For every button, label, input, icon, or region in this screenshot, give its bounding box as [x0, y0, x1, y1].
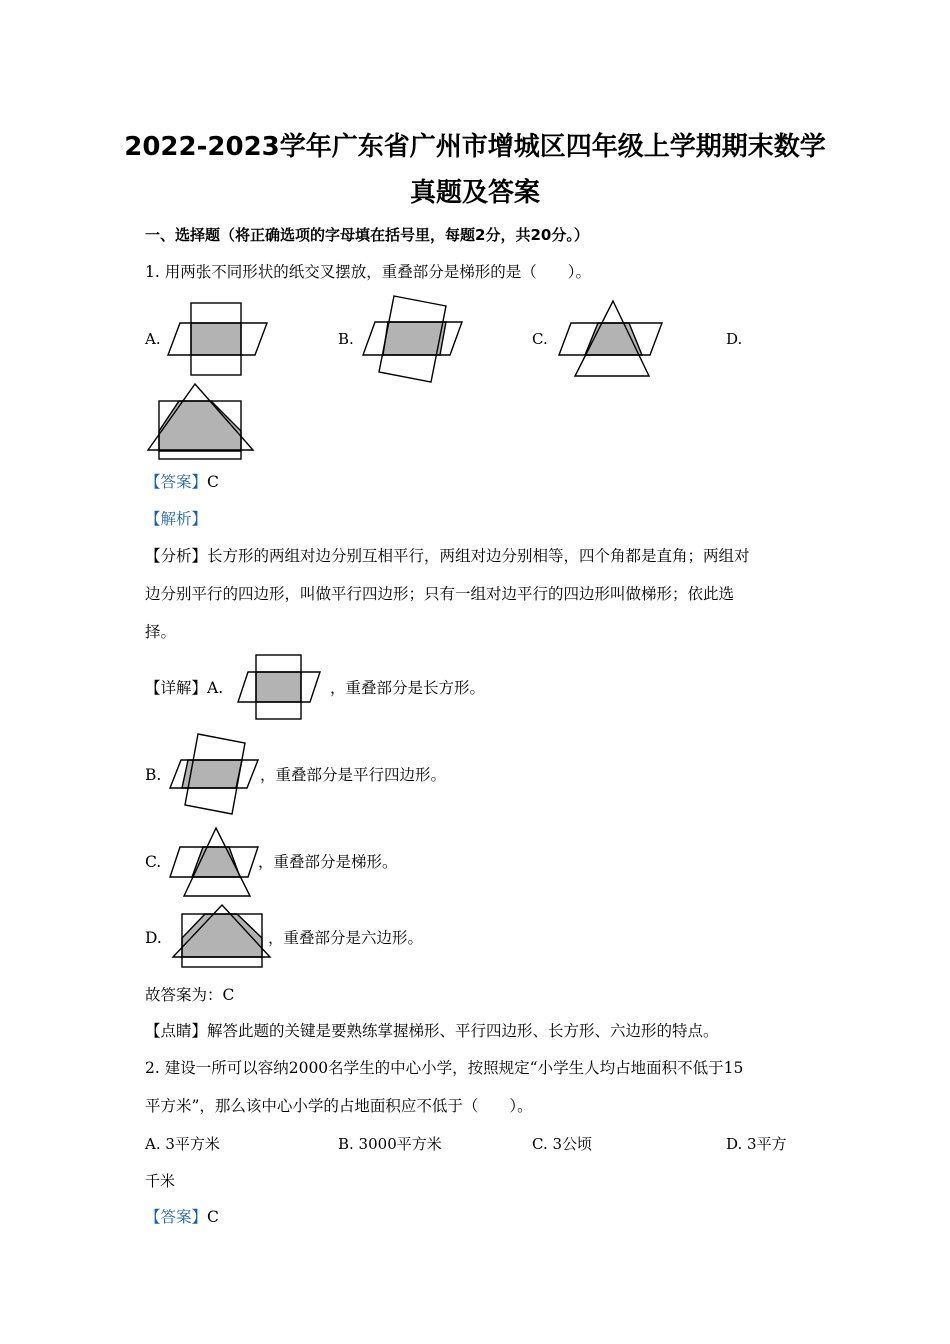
overlap-hexagon	[159, 401, 241, 451]
q1-option-a-label: A.	[145, 330, 161, 348]
analysis-tag: 【解析】	[145, 510, 208, 528]
dianjing-tag: 【点睛】	[145, 1022, 208, 1040]
q2-option-c: C. 3公顷	[532, 1135, 593, 1153]
detail-c-text: ，重叠部分是梯形。	[258, 853, 398, 871]
detail-b-label: B.	[145, 766, 162, 784]
option-c-figure	[556, 298, 666, 380]
overlap-rectangle	[256, 672, 301, 702]
q1-option-b-label: B.	[338, 330, 354, 348]
answer-tag: 【答案】	[145, 1208, 208, 1226]
section-heading: 一、选择题（将正确选项的字母填在括号里，每题2分，共20分。）	[145, 226, 589, 244]
q2-option-d-wrap: 千米	[145, 1172, 176, 1190]
q1-answer-line	[145, 472, 219, 492]
detail-a-label: A.	[207, 679, 224, 697]
fenxi-text-1: 长方形的两组对边分别互相平行，两组对边分别相等，四个角都是直角；两组对	[207, 547, 750, 565]
option-d-figure	[145, 393, 257, 465]
document-title-line2: 真题及答案	[409, 178, 540, 208]
document-title-line1: 2022-2023学年广东省广州市增城区四年级上学期期末数学	[124, 132, 826, 162]
question-2-stem-line1: 2. 建设一所可以容纳2000名学生的中心小学，按照规定“小学生人均占地面积不低于15	[145, 1059, 744, 1077]
q2-option-a: A. 3平方米	[145, 1135, 220, 1153]
overlap-rectangle	[191, 323, 241, 355]
q2-option-d: D. 3平方	[726, 1135, 787, 1153]
q1-option-d-label: D.	[726, 330, 743, 348]
option-b-figure	[360, 292, 466, 384]
xiangjie-tag: 【详解】	[145, 679, 208, 697]
detail-a-figure	[234, 652, 338, 724]
detail-d-figure	[170, 902, 276, 970]
fenxi-line-1	[145, 546, 750, 566]
detail-d-text: ，重叠部分是六边形。	[268, 929, 424, 947]
fenxi-line-3: 择。	[145, 623, 177, 641]
q1-option-c-label: C.	[532, 330, 548, 348]
detail-a-text: ，重叠部分是长方形。	[330, 679, 486, 697]
detail-b-figure	[168, 730, 262, 818]
detail-d-label: D.	[145, 929, 162, 947]
question-1-stem: 1. 用两张不同形状的纸交叉摆放，重叠部分是梯形的是（ ）。	[145, 263, 591, 281]
fenxi-tag: 【分析】	[145, 547, 208, 565]
answer-tag: 【答案】	[145, 473, 208, 491]
answer-value: C	[207, 473, 219, 491]
option-a-figure	[165, 298, 269, 378]
overlap-parallelogram	[383, 322, 446, 355]
detail-c-label: C.	[145, 853, 162, 871]
answer-value: C	[207, 1208, 219, 1226]
q2-answer-line	[145, 1207, 219, 1227]
detail-c-figure	[168, 826, 262, 900]
dianjing-line	[145, 1021, 719, 1041]
fenxi-line-2: 边分别平行的四边形，叫做平行四边形；只有一组对边平行的四边形叫做梯形；依此选	[145, 585, 735, 603]
question-2-stem-line2: 平方米”，那么该中心小学的占地面积应不低于（ ）。	[145, 1097, 533, 1115]
dianjing-text: 解答此题的关键是要熟练掌握梯形、平行四边形、长方形、六边形的特点。	[207, 1022, 719, 1040]
q2-option-b: B. 3000平方米	[338, 1135, 442, 1153]
conclusion: 故答案为：C	[145, 986, 235, 1004]
detail-a-prefix	[145, 678, 223, 698]
detail-b-text: ，重叠部分是平行四边形。	[260, 766, 447, 784]
